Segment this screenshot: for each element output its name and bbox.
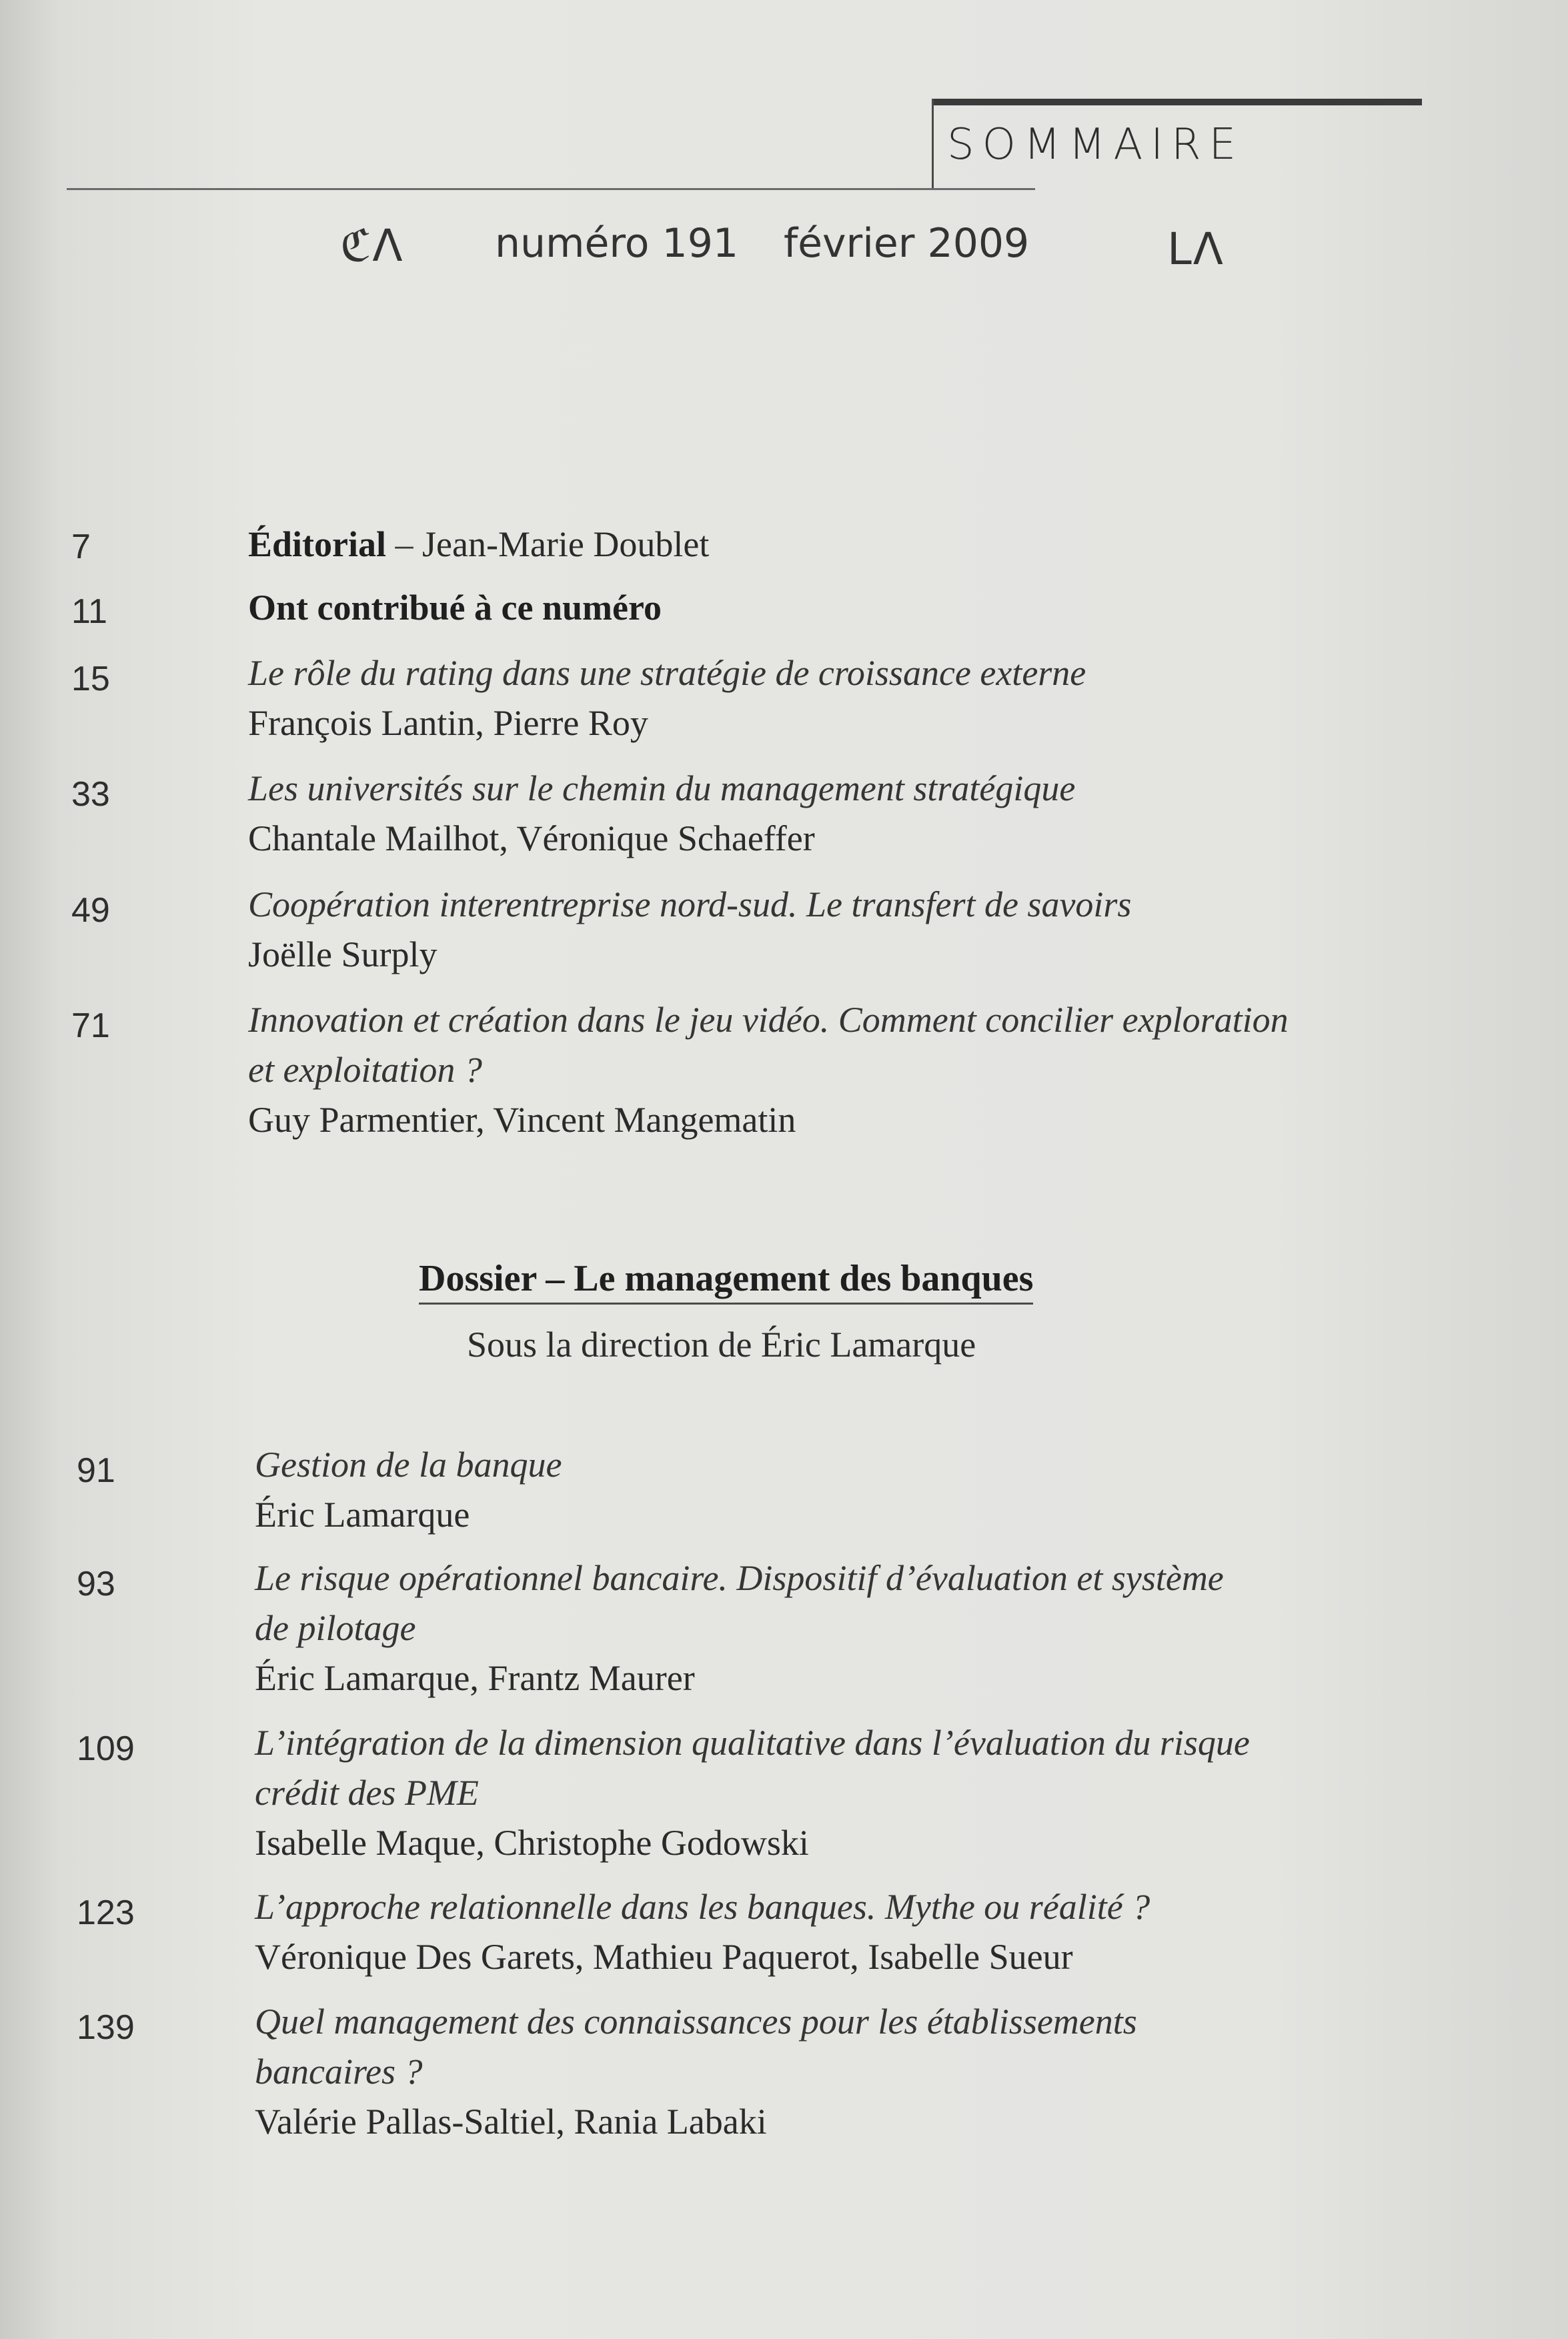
journal-logo-left: ℭΛ — [340, 220, 404, 271]
toc-entry-title: L’intégration de la dimension qualitative dans l’évaluation du risque — [255, 1723, 1250, 1763]
toc-entry-title: Innovation et création dans le jeu vidéo. Comment concilier exploration — [248, 1000, 1289, 1040]
toc-entry: Éditorial – Jean-Marie Doublet — [248, 524, 710, 564]
toc-entry-authors: Chantale Mailhot, Véronique Schaeffer — [248, 818, 815, 858]
toc-entry-authors: Jean-Marie Doublet — [422, 524, 710, 564]
dossier-subtitle: Sous la direction de Éric Lamarque — [467, 1325, 976, 1365]
toc-entry-title: Éditorial — [248, 524, 387, 564]
page-title: SOMMAIRE — [947, 120, 1244, 169]
toc-entry-authors: Valérie Pallas-Saltiel, Rania Labaki — [255, 2102, 767, 2142]
toc-entry-title: Les universités sur le chemin du management stratégique — [248, 768, 1076, 808]
toc-page-number: 71 — [71, 1006, 110, 1045]
toc-entry-title: Quel management des connaissances pour les établissements — [255, 2002, 1137, 2042]
toc-page-number: 123 — [77, 1893, 135, 1932]
toc-page-number: 7 — [71, 528, 91, 566]
journal-logo-right: LΛ — [1167, 223, 1225, 275]
toc-entry-title-continued: et exploitation ? — [248, 1050, 482, 1090]
toc-entry-title: Le rôle du rating dans une stratégie de croissance externe — [248, 653, 1086, 693]
issue-number: numéro 191 — [495, 220, 739, 267]
toc-entry-authors: Véronique Des Garets, Mathieu Paquerot, Isabelle Sueur — [255, 1937, 1073, 1977]
toc-entry-title: Le risque opérationnel bancaire. Dispositif d’évaluation et système — [255, 1558, 1224, 1598]
toc-entry-authors: Éric Lamarque — [255, 1495, 470, 1535]
toc-page-number: 139 — [77, 2008, 135, 2047]
toc-entry-title: Coopération interentreprise nord-sud. Le transfert de savoirs — [248, 884, 1132, 924]
dossier-title: Dossier – Le management des banques — [419, 1257, 1033, 1305]
toc-page-number: 91 — [77, 1451, 115, 1490]
toc-entry-title: L’approche relationnelle dans les banques. Mythe ou réalité ? — [255, 1887, 1150, 1927]
issue-date: février 2009 — [784, 220, 1030, 267]
toc-entry-title-continued: de pilotage — [255, 1608, 416, 1648]
toc-entry-authors: Isabelle Maque, Christophe Godowski — [255, 1823, 809, 1863]
toc-entry-title: Ont contribué à ce numéro — [248, 588, 662, 628]
toc-entry-title-continued: crédit des PME — [255, 1773, 479, 1813]
header-vertical-rule — [932, 99, 934, 190]
toc-entry-title-continued: bancaires ? — [255, 2052, 423, 2092]
header-left-rule — [67, 188, 1035, 190]
toc-entry-authors: François Lantin, Pierre Roy — [248, 703, 648, 743]
toc-entry-title: Gestion de la banque — [255, 1445, 562, 1485]
toc-entry-authors: Guy Parmentier, Vincent Mangematin — [248, 1100, 796, 1140]
toc-entry-authors: Joëlle Surply — [248, 934, 438, 974]
header-top-rule — [932, 99, 1422, 105]
toc-page-number: 49 — [71, 891, 110, 930]
toc-page-number: 93 — [77, 1565, 115, 1603]
toc-entry-authors: Éric Lamarque, Frantz Maurer — [255, 1658, 695, 1698]
toc-page-number: 33 — [71, 775, 110, 814]
toc-page-number: 109 — [77, 1729, 135, 1768]
toc-page-number: 11 — [71, 592, 107, 631]
toc-page-number: 15 — [71, 660, 110, 698]
